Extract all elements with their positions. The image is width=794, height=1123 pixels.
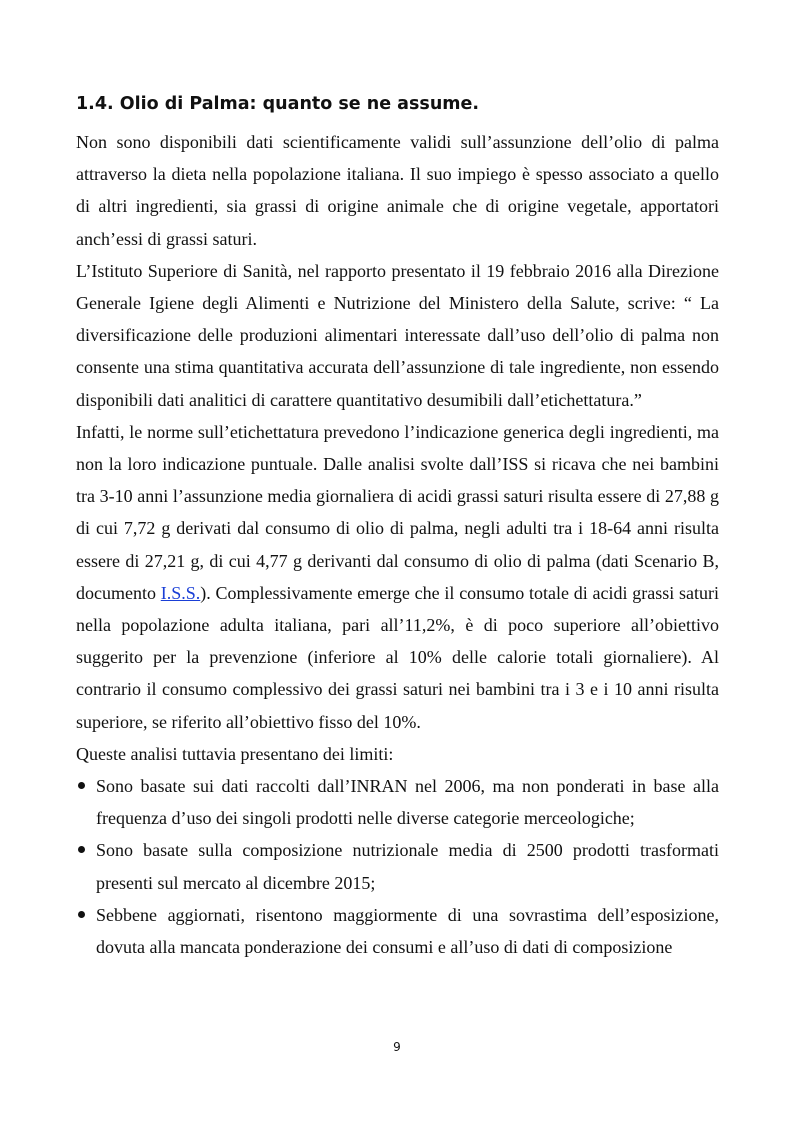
paragraph-2: L’Istituto Superiore di Sanità, nel rapporto presentato il 19 febbraio 2016 alla Direzione Generale Igiene degli Alimenti e Nutrizione del Ministero della Salute, scrive: “ La diversificazione delle produzioni alimentari interessate dall’uso dell’olio di palma non consente una stima quantitativa accurata dell’assunzione di tale ingrediente, non essendo disponibili dati analitici di carattere quantitativo desumibili dall’etichettatura.” xyxy=(76,260,719,410)
page-number: 9 xyxy=(393,1040,401,1054)
paragraph-3-text-start: Infatti, le norme sull’etichettatura prevedono l’indicazione generica degli ingredienti, ma non la loro indicazione puntuale. Dalle analisi svolte dall’ISS si ricava che nei bambini tra 3-10 anni l’assunzione media giornaliera di acidi grassi saturi risulta essere di 27,88 g di cui 7,72 g derivati dal consumo di olio di palma, negli adulti tra i 18-64 anni risulta essere di 27,21 g, di cui 4,77 g derivanti dal consumo di olio di palma (dati Scenario B, documento xyxy=(76,421,719,603)
list-intro: Queste analisi tuttavia presentano dei limiti: xyxy=(76,743,394,764)
paragraph-3-text-end: ). Complessivamente emerge che il consumo totale di acidi grassi saturi nella popolazione adulta italiana, pari all’11,2%, è di poco superiore all’obiettivo suggerito per la prevenzione (inferiore al 10% delle calorie totali giornaliere). Al contrario il consumo complessivo dei grassi saturi nei bambini tra i 3 e i 10 anni risulta superiore, se riferito all’obiettivo fisso del 10%. xyxy=(76,582,719,732)
list-item: Sono basate sui dati raccolti dall’INRAN nel 2006, ma non ponderati in base alla frequenza d’uso dei singoli prodotti nelle diverse categorie merceologiche; xyxy=(76,770,719,834)
paragraph-1: Non sono disponibili dati scientificamente validi sull’assunzione dell’olio di palma attraverso la dieta nella popolazione italiana. Il suo impiego è spesso associato a quello di altri ingredienti, sia grassi di origine animale che di origine vegetale, apportatori anch’essi di grassi saturi. xyxy=(76,132,719,249)
limitations-list xyxy=(76,770,719,963)
list-item: Sebbene aggiornati, risentono maggiormente di una sovrastima dell’esposizione, dovuta alla mancata ponderazione dei consumi e all’uso di dati di composizione xyxy=(76,899,719,963)
body-text xyxy=(76,126,719,963)
section-heading: 1.4. Olio di Palma: quanto se ne assume. xyxy=(76,94,480,114)
paragraph-3 xyxy=(76,416,719,738)
list-item: Sono basate sulla composizione nutrizionale media di 2500 prodotti trasformati presenti sul mercato al dicembre 2015; xyxy=(76,834,719,898)
iss-document-link[interactable]: I.S.S. xyxy=(160,582,201,603)
